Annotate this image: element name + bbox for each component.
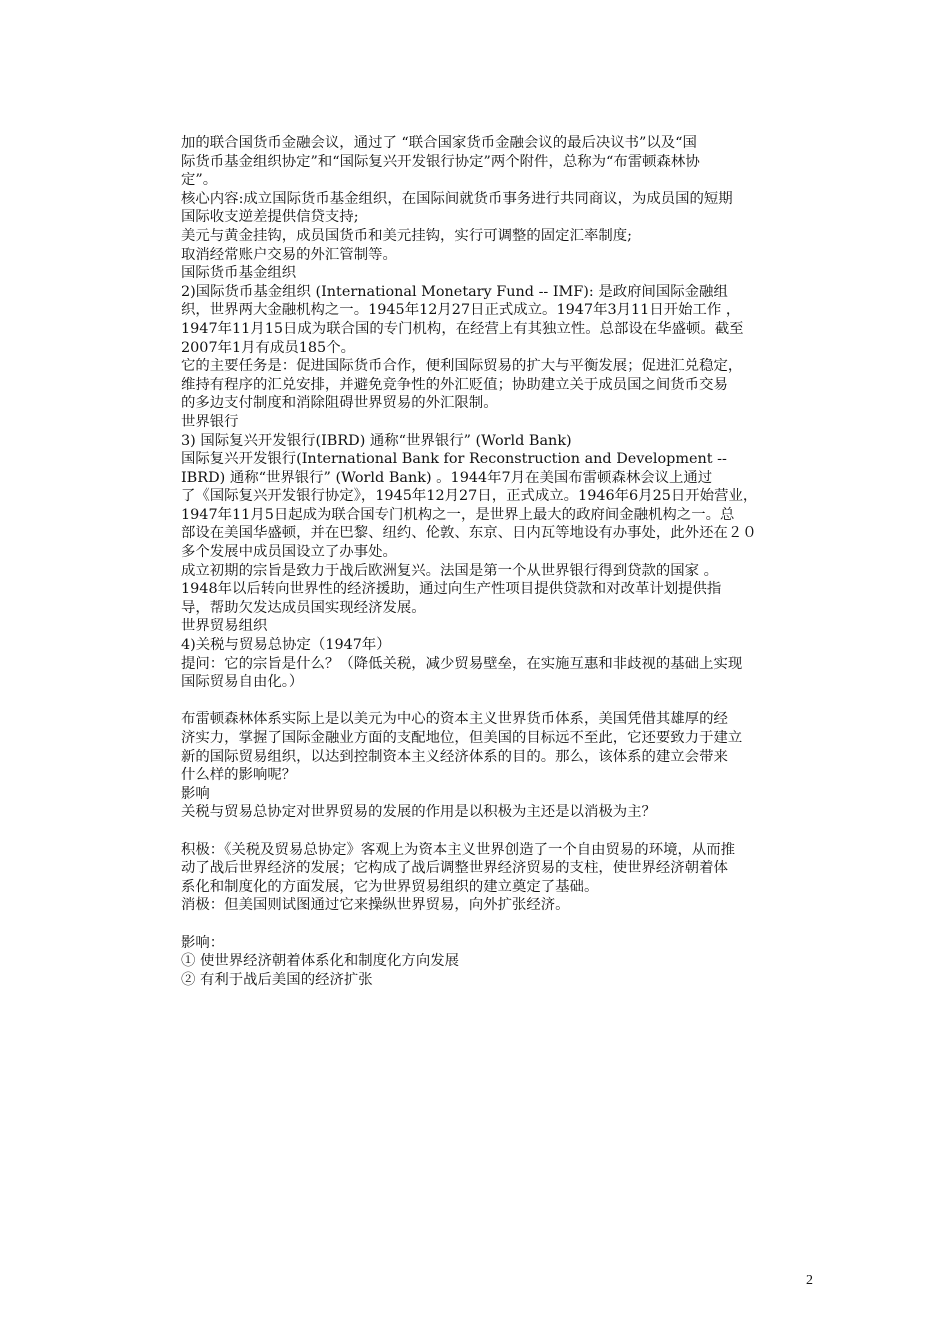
text-line: 取消经常账户交易的外汇管制等。 — [181, 246, 397, 263]
text-line: 提问：它的宗旨是什么？（降低关税，减少贸易壁垒，在实施互惠和非歧视的基础上实现 — [181, 655, 743, 672]
text-line: 美元与黄金挂钩，成员国货币和美元挂钩，实行可调整的固定汇率制度; — [181, 227, 632, 244]
page-number: 2 — [806, 1273, 813, 1288]
text-line: 国际收支逆差提供信贷支持; — [181, 209, 359, 226]
text-line: 济实力，掌握了国际金融业方面的支配地位，但美国的目标远不至此，它还要致力于建立 — [181, 730, 743, 746]
document-body — [181, 134, 821, 989]
text-line: 织，世界两大金融机构之一。1945年12月27日正式成立。1947年3月11日开始工作 ， — [181, 302, 741, 319]
text-line: 维持有程序的汇兑安排，并避免竞争性的外汇贬值；协助建立关于成员国之间货币交易 — [181, 376, 728, 393]
text-line: 新的国际贸易组织，以达到控制资本主义经济体系的目的。那么，该体系的建立会带来 — [181, 748, 728, 765]
text-line: 系化和制度化的方面发展，它为世界贸易组织的建立奠定了基础。 — [181, 878, 599, 895]
section-heading-world-bank: 世界银行 — [181, 413, 239, 430]
text-line: 消极：但美国则试图通过它来操纵世界贸易，向外扩张经济。 — [181, 897, 570, 914]
text-line: 成立初期的宗旨是致力于战后欧洲复兴。法国是第一个从世界银行得到贷款的国家 。 — [181, 562, 719, 579]
section-heading-wto: 世界贸易组织 — [181, 618, 268, 635]
text-line: 3) 国际复兴开发银行(IBRD) 通称“世界银行” (World Bank) — [181, 432, 572, 449]
text-line: 4)关税与贸易总协定（1947年） — [181, 637, 391, 654]
text-line: 导，帮助欠发达成员国实现经济发展。 — [181, 599, 426, 616]
text-line: IBRD) 通称“世界银行” (World Bank) 。1944年7月在美国布雷顿森林会议上通过 — [181, 469, 713, 486]
list-item: ① 使世界经济朝着体系化和制度化方向发展 — [181, 953, 459, 970]
text-line: 了《国际复兴开发银行协定》，1945年12月27日，正式成立。1946年6月25日开始营业， — [181, 488, 758, 505]
text-line: 布雷顿森林体系实际上是以美元为中心的资本主义世界货币体系，美国凭借其雄厚的经 — [181, 711, 728, 728]
text-line: 2007年1月有成员185个。 — [181, 339, 355, 356]
text-line: 加的联合国货币金融会议，通过了 “联合国家货币金融会议的最后决议书”以及“国 — [181, 135, 697, 151]
text-line: 核心内容:成立国际货币基金组织，在国际间就货币事务进行共同商议，为成员国的短期 — [181, 190, 733, 207]
text-line: 部设在美国华盛顿，并在巴黎、纽约、伦敦、东京、日内瓦等地设有办事处，此外还在２０ — [181, 525, 757, 542]
text-line: 关税与贸易总协定对世界贸易的发展的作用是以积极为主还是以消极为主？ — [181, 804, 656, 821]
section-heading-impact: 影响 — [181, 785, 210, 802]
text-line: 1947年11月5日起成为联合国专门机构之一，是世界上最大的政府间金融机构之一。总 — [181, 506, 735, 523]
text-line: 什么样的影响呢？ — [181, 767, 297, 784]
text-line: 国际复兴开发银行(International Bank for Reconstruction and Development -- — [181, 451, 727, 468]
text-line: 动了战后世界经济的发展；它构成了战后调整世界经济贸易的支柱，使世界经济朝着体 — [181, 860, 728, 877]
text-line: 际货币基金组织协定”和“国际复兴开发银行协定”两个附件，总称为“布雷顿森林协 — [181, 153, 700, 170]
section-heading-imf: 国际货币基金组织 — [181, 265, 297, 282]
text-line: 1947年11月15日成为联合国的专门机构，在经营上有其独立性。总部设在华盛顿。截至 — [181, 320, 744, 337]
text-line: 影响： — [181, 934, 225, 951]
text-line: 2)国际货币基金组织 (International Monetary Fund -- IMF): 是政府间国际金融组 — [181, 283, 728, 300]
text-line: 的多边支付制度和消除阻碍世界贸易的外汇限制。 — [181, 395, 498, 412]
text-line: 国际贸易自由化。） — [181, 674, 304, 691]
blank-line — [181, 915, 821, 934]
list-item: ② 有利于战后美国的经济扩张 — [181, 971, 373, 988]
text-line: 多个发展中成员国设立了办事处。 — [181, 544, 397, 561]
text-line: 积极：《关税及贸易总协定》客观上为资本主义世界创造了一个自由贸易的环境，从而推 — [181, 841, 736, 858]
blank-line — [181, 822, 821, 841]
text-line: 它的主要任务是：促进国际货币合作，便利国际贸易的扩大与平衡发展；促进汇兑稳定， — [181, 358, 743, 375]
blank-line — [181, 692, 821, 711]
text-line: 1948年以后转向世界性的经济援助，通过向生产性项目提供贷款和对改革计划提供指 — [181, 581, 722, 598]
text-line: 定”。 — [181, 172, 218, 189]
